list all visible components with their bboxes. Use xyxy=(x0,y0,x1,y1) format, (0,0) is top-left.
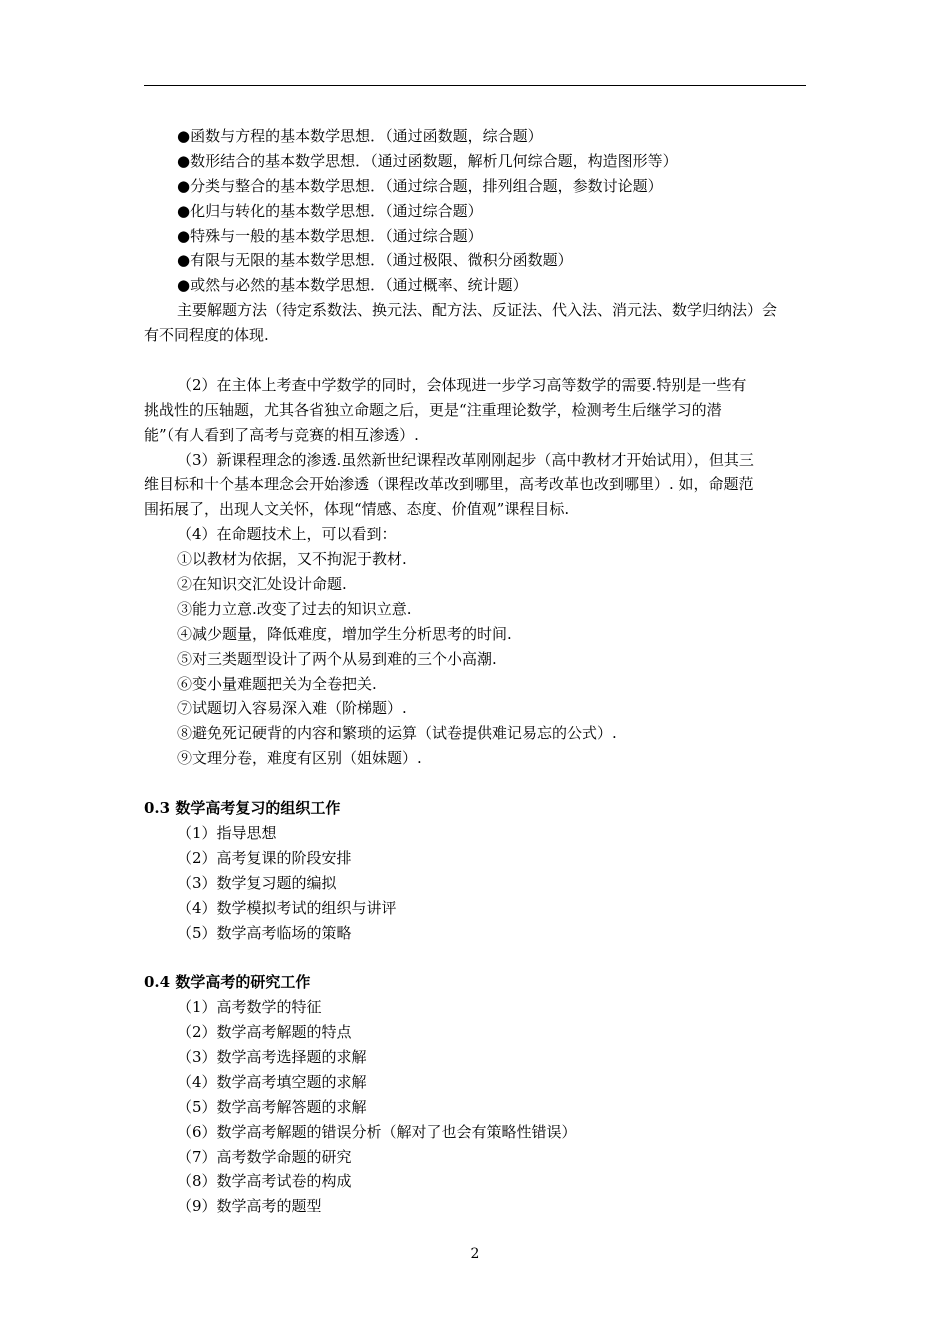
methods-line-2: 有不同程度的体现. xyxy=(144,326,269,345)
section-item: （5）数学高考临场的策略 xyxy=(177,923,352,942)
bullet-item: ●数形结合的基本数学思想．（通过函数题，解析几何综合题，构造图形等） xyxy=(177,151,678,170)
document-body xyxy=(144,124,806,1219)
list-item: ⑨文理分卷，难度有区别（姐妹题）. xyxy=(177,749,422,768)
list-item: ⑧避免死记硬背的内容和繁琐的运算（试卷提供难记易忘的公式）. xyxy=(177,724,617,743)
list-item: ⑦试题切入容易深入难（阶梯题）. xyxy=(177,699,407,718)
section-item: （4）数学模拟考试的组织与讲评 xyxy=(177,898,397,917)
bullet-item: ●化归与转化的基本数学思想．（通过综合题） xyxy=(177,201,483,220)
section-heading-0-4: 0.4 数学高考的研究工作 xyxy=(144,973,311,992)
page-number: 2 xyxy=(470,1246,480,1262)
bullet-item: ●分类与整合的基本数学思想．（通过综合题，排列组合题，参数讨论题） xyxy=(177,176,663,195)
section-item: （6）数学高考解题的错误分析（解对了也会有策略性错误） xyxy=(177,1122,577,1141)
paragraph-4-intro: （4）在命题技术上，可以看到： xyxy=(177,525,397,544)
section-item: （7）高考数学命题的研究 xyxy=(177,1147,352,1166)
spacer xyxy=(144,348,806,373)
section-item: （9）数学高考的题型 xyxy=(177,1197,322,1216)
paragraph-3-line-3: 围拓展了，出现人文关怀，体现“情感、态度、价值观”课程目标. xyxy=(144,500,570,519)
section-item: （1）高考数学的特征 xyxy=(177,998,322,1017)
bullet-item: ●或然与必然的基本数学思想．（通过概率、统计题） xyxy=(177,276,528,295)
spacer xyxy=(144,771,806,796)
header-rule xyxy=(144,85,806,86)
methods-line-1: 主要解题方法（待定系数法、换元法、配方法、反证法、代入法、消元法、数学归纳法）会 xyxy=(177,301,778,320)
section-item: （3）数学高考选择题的求解 xyxy=(177,1047,367,1066)
paragraph-2-line-3: 能”（有人看到了高考与竞赛的相互渗透）. xyxy=(144,425,419,444)
list-item: ④减少题量，降低难度，增加学生分析思考的时间. xyxy=(177,624,512,643)
paragraph-3-line-2: 维目标和十个基本理念会开始渗透（课程改革改到哪里，高考改革也改到哪里）. 如，命题范 xyxy=(144,475,754,494)
section-item: （3）数学复习题的编拟 xyxy=(177,873,337,892)
list-item: ⑤对三类题型设计了两个从易到难的三个小高潮. xyxy=(177,649,497,668)
paragraph-3-line-1: （3）新课程理念的渗透.虽然新世纪课程改革刚刚起步（高中教材才开始试用），但其三 xyxy=(177,450,754,469)
section-item: （1）指导思想 xyxy=(177,823,277,842)
paragraph-2-line-2: 挑战性的压轴题，尤其各省独立命题之后，更是“注重理论数学，检测考生后继学习的潜 xyxy=(144,400,722,419)
bullet-item: ●函数与方程的基本数学思想．（通过函数题，综合题） xyxy=(177,127,543,145)
bullet-item: ●特殊与一般的基本数学思想．（通过综合题） xyxy=(177,226,483,245)
paragraph-2-line-1: （2）在主体上考查中学数学的同时，会体现进一步学习高等数学的需要.特别是一些有 xyxy=(177,375,747,394)
list-item: ③能力立意.改变了过去的知识立意. xyxy=(177,599,412,618)
bullet-item: ●有限与无限的基本数学思想．（通过极限、微积分函数题） xyxy=(177,251,573,270)
section-heading-0-3: 0.3 数学高考复习的组织工作 xyxy=(144,799,341,818)
spacer xyxy=(144,945,806,970)
list-item: ②在知识交汇处设计命题. xyxy=(177,575,347,594)
list-item: ⑥变小量难题把关为全卷把关. xyxy=(177,674,377,693)
section-item: （5）数学高考解答题的求解 xyxy=(177,1097,367,1116)
section-item: （2）高考复课的阶段安排 xyxy=(177,848,352,867)
section-item: （8）数学高考试卷的构成 xyxy=(177,1172,352,1191)
section-item: （2）数学高考解题的特点 xyxy=(177,1023,352,1042)
section-item: （4）数学高考填空题的求解 xyxy=(177,1072,367,1091)
list-item: ①以教材为依据，又不拘泥于教材. xyxy=(177,550,407,569)
